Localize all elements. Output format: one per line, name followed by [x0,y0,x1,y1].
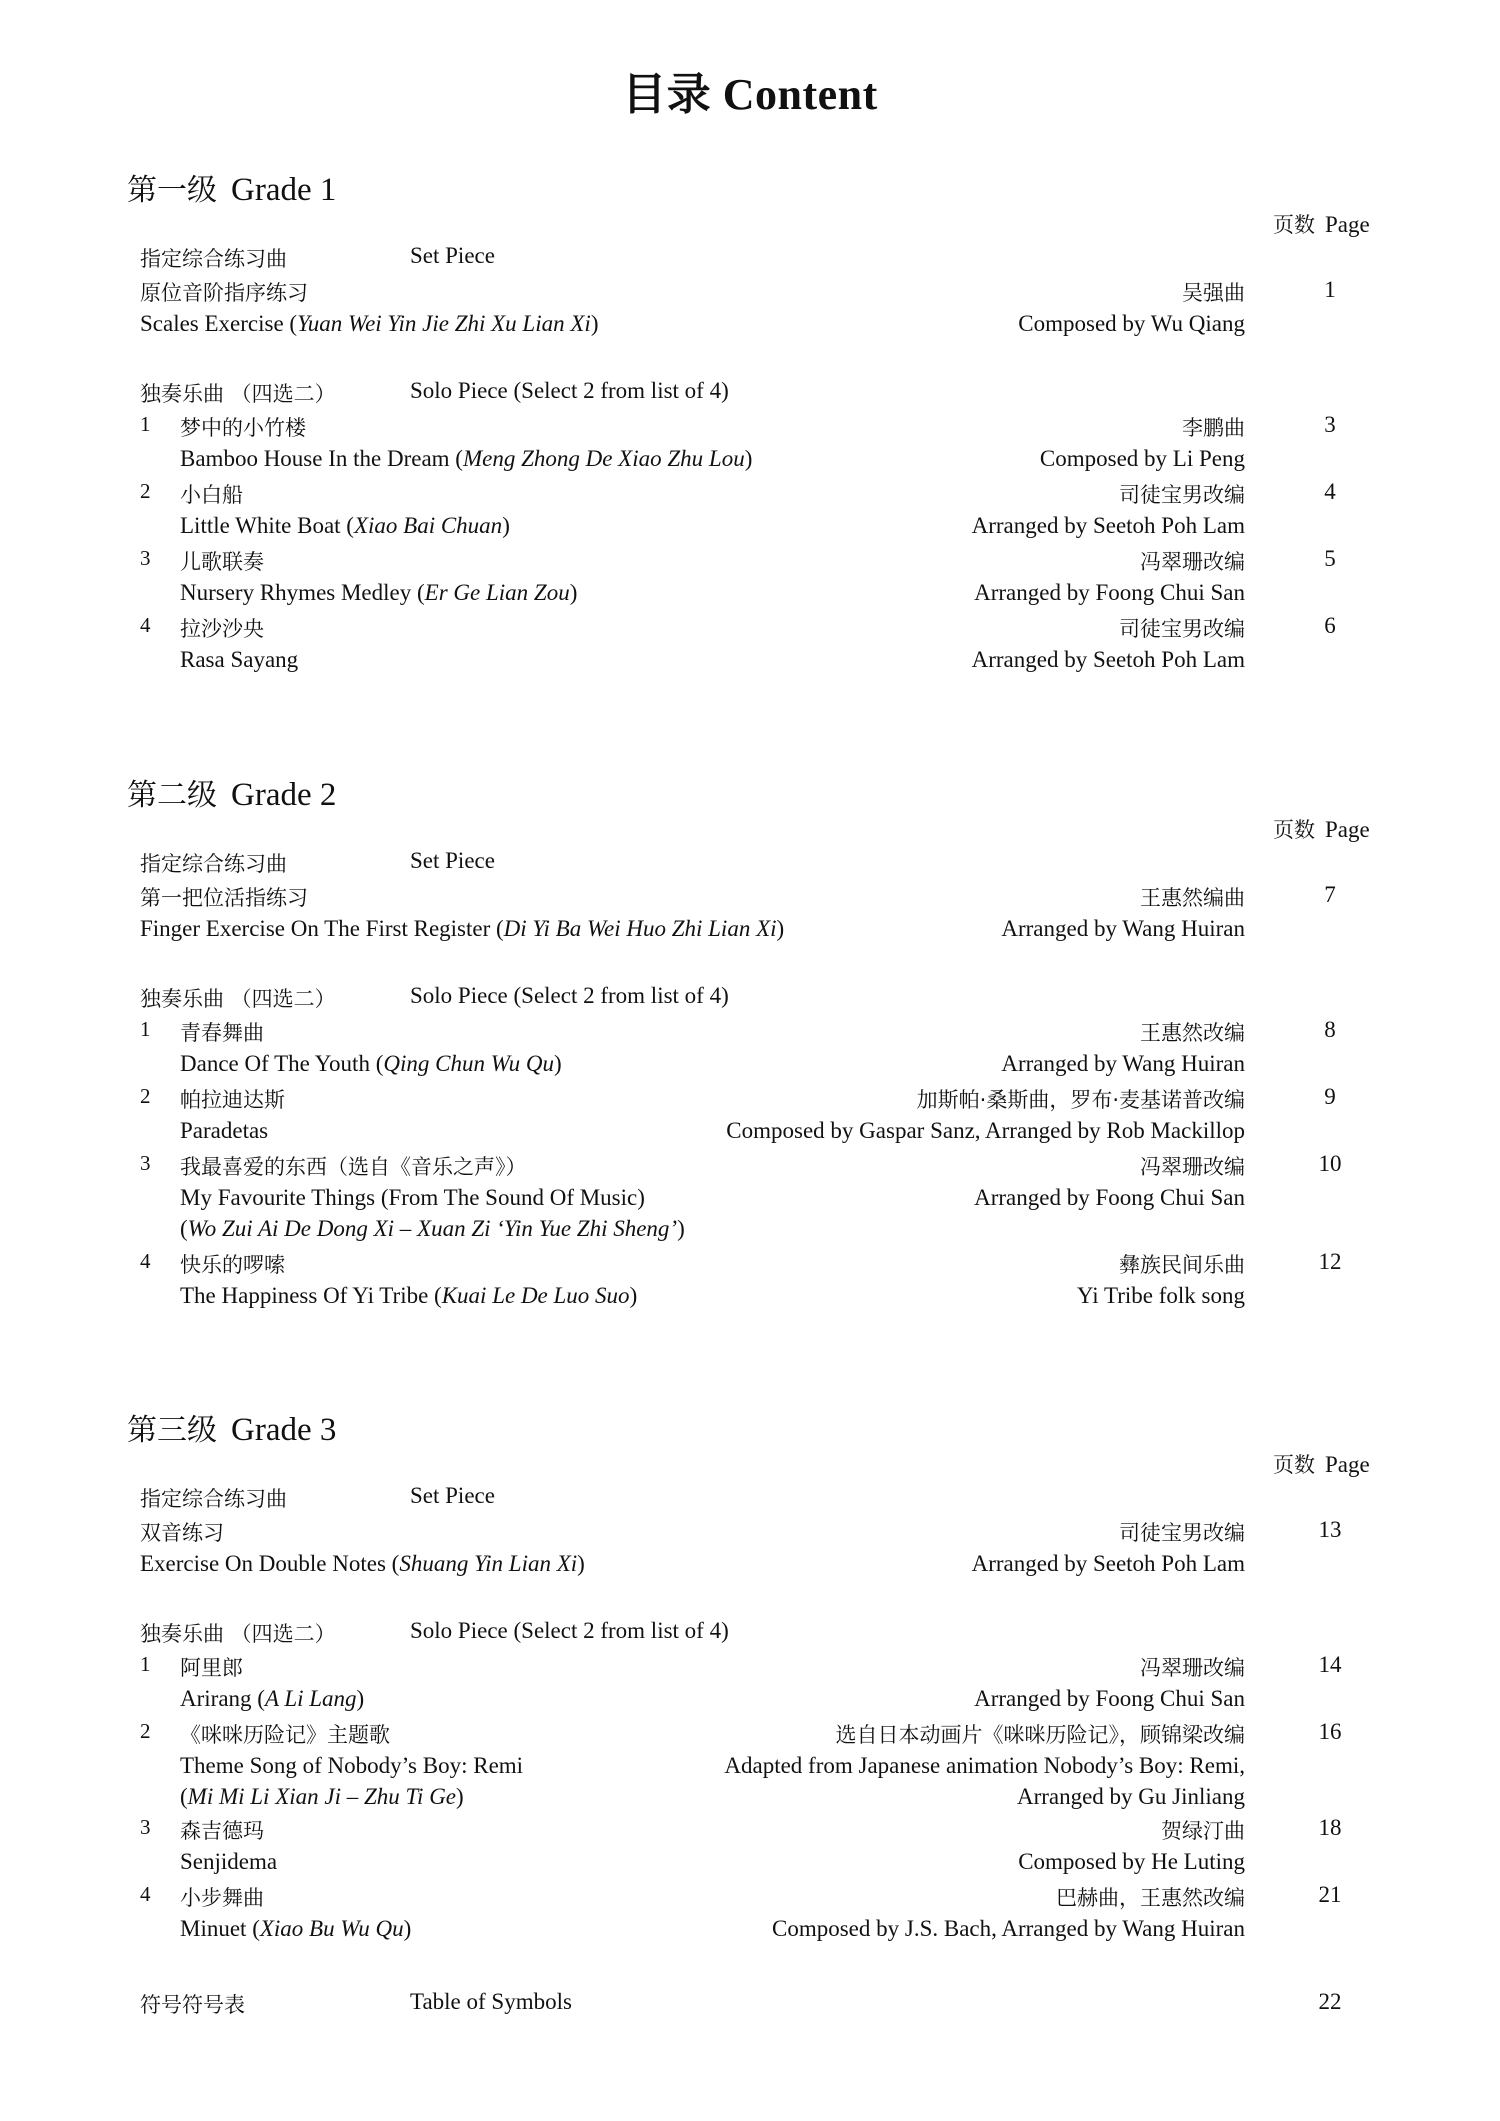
entry-credit-en: Arranged by Foong Chui San [974,580,1245,605]
entry-page-number[interactable]: 18 [1318,1815,1342,1840]
toc-entry-set-piece[interactable] [0,882,1500,915]
set-piece-label-en: Set Piece [410,1483,495,1508]
set-piece-label-row [0,243,1500,276]
toc-entry-solo-2[interactable] [0,479,1500,512]
entry-title-zh: 帕拉迪达斯 [180,1088,285,1112]
entry-credit-en: Arranged by Foong Chui San [974,1686,1245,1711]
entry-page-number[interactable]: 1 [1324,277,1336,302]
toc-entry-solo-3[interactable] [0,1151,1500,1184]
entry-credit-en: Arranged by Seetoh Poh Lam [971,513,1245,538]
entry-title-zh: 森吉德玛 [180,1819,264,1843]
entry-credit-en: Arranged by Wang Huiran [1001,1051,1245,1076]
toc-entry-solo-1[interactable] [0,1017,1500,1050]
toc-entry-solo-4[interactable] [0,613,1500,646]
grade-heading-en: Grade 2 [231,777,337,813]
toc-entry-solo-1-en [0,1686,1500,1719]
entry-title-en: Minuet (Xiao Bu Wu Qu) [180,1916,412,1941]
entry-credit-zh: 加斯帕·桑斯曲，罗布·麦基诺普改编 [916,1088,1245,1112]
toc-entry-set-piece-en [0,311,1500,344]
entry-title-zh: 双音练习 [140,1521,224,1545]
entry-credit-en: Arranged by Foong Chui San [974,1185,1245,1210]
solo-label-en: Solo Piece (Select 2 from list of 4) [410,378,729,403]
entry-title-en: Scales Exercise (Yuan Wei Yin Jie Zhi Xu Lian Xi) [140,311,599,336]
entry-credit-en: Adapted from Japanese animation Nobody’s Boy: Remi, [724,1753,1245,1778]
entry-credit-en: Composed by Wu Qiang [1018,311,1245,336]
toc-entry-solo-2[interactable] [0,1719,1500,1752]
entry-credit-zh: 李鹏曲 [1182,416,1245,440]
page-header-en: Page [1325,212,1370,237]
entry-credit-en: Composed by J.S. Bach, Arranged by Wang Huiran [772,1916,1245,1941]
set-piece-label-row [0,848,1500,881]
toc-entry-solo-4[interactable] [0,1882,1500,1915]
entry-number: 2 [140,1084,151,1108]
entry-credit-zh: 王惠然编曲 [1140,886,1245,910]
entry-page-number[interactable]: 13 [1318,1517,1342,1542]
entry-number: 4 [140,613,151,637]
toc-entry-solo-4-en [0,1283,1500,1316]
entry-page-number[interactable]: 22 [1318,1989,1342,2014]
entry-title-zh: 阿里郎 [180,1656,243,1680]
entry-number: 2 [140,1719,151,1743]
toc-entry-solo-3[interactable] [0,546,1500,579]
entry-number: 4 [140,1882,151,1906]
set-piece-label-en: Set Piece [410,848,495,873]
entry-page-number[interactable]: 4 [1324,479,1336,504]
toc-entry-solo-3-en [0,1185,1500,1218]
page-header-en: Page [1325,817,1370,842]
entry-title-zh: 小步舞曲 [180,1886,264,1910]
entry-page-number[interactable]: 6 [1324,613,1336,638]
entry-credit-en: Composed by He Luting [1018,1849,1245,1874]
entry-title-zh: 快乐的啰嗦 [180,1253,285,1277]
symbols-label-zh: 符号符号表 [140,1993,245,2017]
toc-entry-solo-1-en [0,446,1500,479]
entry-title-en: The Happiness Of Yi Tribe (Kuai Le De Luo Suo) [180,1283,638,1308]
toc-entry-solo-2-en-line2 [0,1784,1500,1817]
entry-title-en: Little White Boat (Xiao Bai Chuan) [180,513,510,538]
entry-number: 2 [140,479,151,503]
set-piece-label-row [0,1483,1500,1516]
entry-page-number[interactable]: 3 [1324,412,1336,437]
set-piece-label-en: Set Piece [410,243,495,268]
toc-entry-solo-1[interactable] [0,412,1500,445]
entry-title-en: Senjidema [180,1849,278,1874]
entry-credit-en: Arranged by Seetoh Poh Lam [971,1551,1245,1576]
entry-credit-zh: 王惠然改编 [1140,1021,1245,1045]
entry-title-en: Theme Song of Nobody’s Boy: Remi [180,1753,524,1778]
set-piece-label-zh: 指定综合练习曲 [140,1487,287,1511]
entry-credit-en: Composed by Li Peng [1039,446,1245,471]
entry-credit-en-line2: Arranged by Gu Jinliang [1016,1784,1245,1809]
set-piece-label-zh: 指定综合练习曲 [140,852,287,876]
solo-label-zh: 独奏乐曲 （四选二） [140,987,336,1011]
entry-title-en: Nursery Rhymes Medley (Er Ge Lian Zou) [180,580,578,605]
entry-number: 4 [140,1249,151,1273]
entry-title-en: Bamboo House In the Dream (Meng Zhong De Xiao Zhu Lou) [180,446,753,471]
solo-label-row [0,983,1500,1016]
page-column-header [1273,209,1370,239]
toc-entry-solo-3-en [0,1849,1500,1882]
entry-number: 1 [140,1017,151,1041]
grade-heading-en: Grade 1 [231,172,337,208]
entry-title-zh: 我最喜爱的东西（选自《音乐之声》） [180,1155,527,1179]
toc-entry-set-piece[interactable] [0,277,1500,310]
entry-title-zh: 梦中的小竹楼 [180,416,306,440]
grade-heading [127,165,336,209]
solo-label-zh: 独奏乐曲 （四选二） [140,382,336,406]
toc-entry-solo-1[interactable] [0,1652,1500,1685]
entry-title-zh: 《咪咪历险记》主题歌 [180,1723,390,1747]
entry-credit-en: Yi Tribe folk song [1076,1283,1245,1308]
entry-number: 3 [140,1151,151,1175]
entry-number: 1 [140,1652,151,1676]
entry-page-number[interactable]: 8 [1324,1017,1336,1042]
grade-heading-zh: 第二级 [127,778,217,813]
entry-page-number[interactable]: 21 [1318,1882,1342,1907]
entry-credit-zh: 选自日本动画片《咪咪历险记》，顾锦梁改编 [835,1723,1245,1747]
grade-heading-zh: 第三级 [127,1413,217,1448]
entry-credit-zh: 吴强曲 [1182,281,1245,305]
entry-page-number[interactable]: 12 [1318,1249,1342,1274]
entry-title-en: Arirang (A Li Lang) [180,1686,365,1711]
entry-number: 3 [140,1815,151,1839]
solo-label-en: Solo Piece (Select 2 from list of 4) [410,1618,729,1643]
toc-entry-solo-3[interactable] [0,1815,1500,1848]
page-header-en: Page [1325,1452,1370,1477]
entry-page-number[interactable]: 9 [1324,1084,1336,1109]
entry-credit-en: Arranged by Seetoh Poh Lam [971,647,1245,672]
entry-credit-en: Composed by Gaspar Sanz, Arranged by Rob Mackillop [726,1118,1245,1143]
entry-page-number[interactable]: 5 [1324,546,1336,571]
toc-entry-solo-3-en-line2 [0,1216,1500,1249]
entry-title-en: My Favourite Things (From The Sound Of Music) [180,1185,645,1210]
page-header-zh: 页数 [1273,1453,1315,1477]
entry-credit-zh: 冯翠珊改编 [1140,1656,1245,1680]
entry-title-pinyin: (Wo Zui Ai De Dong Xi – Xuan Zi ‘Yin Yue Zhi Sheng’) [180,1216,685,1241]
toc-entry-set-piece-en [0,916,1500,949]
entry-credit-zh: 司徒宝男改编 [1119,617,1245,641]
entry-credit-zh: 司徒宝男改编 [1119,1521,1245,1545]
entry-credit-zh: 彝族民间乐曲 [1119,1253,1245,1277]
entry-credit-zh: 冯翠珊改编 [1140,550,1245,574]
solo-label-zh: 独奏乐曲 （四选二） [140,1622,336,1646]
toc-entry-solo-4[interactable] [0,1249,1500,1282]
entry-page-number[interactable]: 7 [1324,882,1336,907]
entry-credit-en: Arranged by Wang Huiran [1001,916,1245,941]
toc-entry-solo-3-en [0,580,1500,613]
entry-title-en: Dance Of The Youth (Qing Chun Wu Qu) [180,1051,562,1076]
page-header-zh: 页数 [1273,213,1315,237]
toc-entry-solo-4-en [0,1916,1500,1949]
entry-title-en: Exercise On Double Notes (Shuang Yin Lian Xi) [140,1551,585,1576]
grade-heading [127,770,336,814]
page-column-header [1273,814,1370,844]
grade-heading-en: Grade 3 [231,1412,337,1448]
set-piece-label-zh: 指定综合练习曲 [140,247,287,271]
grade-heading [127,1405,336,1449]
toc-entry-solo-4-en [0,647,1500,680]
solo-label-en: Solo Piece (Select 2 from list of 4) [410,983,729,1008]
entry-credit-zh: 巴赫曲，王惠然改编 [1056,1886,1245,1910]
entry-title-zh: 拉沙沙央 [180,617,264,641]
entry-page-number[interactable]: 16 [1318,1719,1342,1744]
entry-credit-zh: 司徒宝男改编 [1119,483,1245,507]
entry-title-en: Finger Exercise On The First Register (Di Yi Ba Wei Huo Zhi Lian Xi) [140,916,785,941]
entry-title-zh: 青春舞曲 [180,1021,264,1045]
entry-title-zh: 第一把位活指练习 [140,886,308,910]
entry-credit-zh: 冯翠珊改编 [1140,1155,1245,1179]
toc-entry-table-of-symbols[interactable] [0,1989,1500,2022]
toc-entry-solo-2-en [0,1118,1500,1151]
symbols-label-en: Table of Symbols [410,1989,572,2014]
entry-title-zh: 儿歌联奏 [180,550,264,574]
entry-page-number[interactable]: 14 [1318,1652,1342,1677]
entry-title-en: Paradetas [180,1118,269,1143]
entry-credit-zh: 贺绿汀曲 [1161,1819,1245,1843]
solo-label-row [0,378,1500,411]
entry-title-zh: 原位音阶指序练习 [140,281,308,305]
entry-number: 1 [140,412,151,436]
toc-entry-solo-1-en [0,1051,1500,1084]
toc-entry-solo-2[interactable] [0,1084,1500,1117]
toc-entry-set-piece[interactable] [0,1517,1500,1550]
toc-entry-solo-2-en [0,513,1500,546]
entry-title-zh: 小白船 [180,483,243,507]
page-header-zh: 页数 [1273,818,1315,842]
toc-entry-set-piece-en [0,1551,1500,1584]
entry-number: 3 [140,546,151,570]
page-column-header [1273,1449,1370,1479]
entry-title-en: Rasa Sayang [180,647,299,672]
entry-page-number[interactable]: 10 [1318,1151,1342,1176]
solo-label-row [0,1618,1500,1651]
entry-title-pinyin: (Mi Mi Li Xian Ji – Zhu Ti Ge) [180,1784,464,1809]
toc-entry-solo-2-en [0,1753,1500,1786]
page-title: 目录 Content [622,70,878,119]
grade-heading-zh: 第一级 [127,173,217,208]
